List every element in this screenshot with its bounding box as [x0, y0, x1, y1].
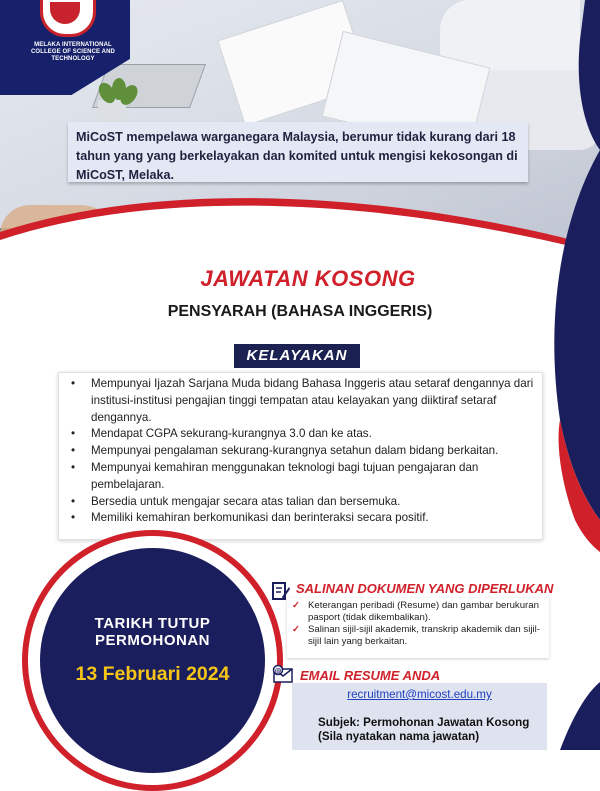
check-icon: ✓ [292, 600, 301, 611]
email-subject-line1: Subjek: Permohonan Jawatan Kosong [318, 716, 530, 729]
list-item: • Mempunyai kemahiran menggunakan teknologi bagi tujuan pengajaran dan pembelajaran. [91, 460, 536, 494]
closing-label [60, 615, 245, 649]
kelayakan-list [58, 372, 543, 540]
list-item: ✓ Salinan sijil-sijil akademik, transkrip akademik dan sijil-sijil lain yang berkaitan. [292, 624, 540, 647]
institution-name: MELAKA INTERNATIONAL COLLEGE OF SCIENCE AND TECHNOLOGY [31, 42, 115, 62]
email-subject-line2: (Sila nyatakan nama jawatan) [318, 730, 480, 743]
email-address-link[interactable]: recruitment@micost.edu.my [347, 688, 492, 701]
documents-list [290, 600, 550, 648]
check-icon: ✓ [292, 624, 301, 635]
intro-text: MiCoST mempelawa warganegara Malaysia, berumur tidak kurang dari 18 tahun yang yang berkelayakan dan komited untuk mengisi kekosongan di MiCoST, Melaka. [68, 122, 528, 182]
email-heading: EMAIL RESUME ANDA [300, 668, 441, 683]
svg-text:@: @ [274, 667, 282, 675]
closing-label-line1: TARIKH TUTUP [94, 615, 211, 632]
list-item: • Mempunyai Ijazah Sarjana Muda bidang Bahasa Inggeris atau setaraf dengannya dari institusi-institusi pengajian tinggi tempatan atau kelayakan yang diiktiraf setaraf dengannya. [91, 376, 536, 426]
list-item: • Mempunyai pengalaman sekurang-kurangnya setahun dalam bidang berkaitan. [91, 443, 536, 460]
closing-label-line2: PERMOHONAN [94, 632, 210, 649]
kelayakan-heading: KELAYAKAN [234, 344, 360, 368]
list-item: • Memiliki kemahiran berkomunikasi dan berinteraksi secara positif. [91, 510, 536, 527]
email-subject [318, 716, 548, 744]
closing-date: 13 Februari 2024 [75, 663, 230, 685]
list-item: • Bersedia untuk mengajar secara atas talian dan bersemuka. [91, 494, 536, 511]
closing-date-circle [40, 548, 265, 773]
list-item: • Mendapat CGPA sekurang-kurangnya 3.0 dan ke atas. [91, 426, 536, 443]
documents-heading: SALINAN DOKUMEN YANG DIPERLUKAN [296, 581, 554, 596]
page-title: JAWATAN KOSONG [200, 266, 416, 291]
email-at-icon [272, 665, 294, 683]
position-title: PENSYARAH (BAHASA INGGERIS) [167, 303, 433, 320]
list-item: ✓ Keterangan peribadi (Resume) dan gambar berukuran pasport (tidak dikembalikan). [292, 600, 539, 623]
